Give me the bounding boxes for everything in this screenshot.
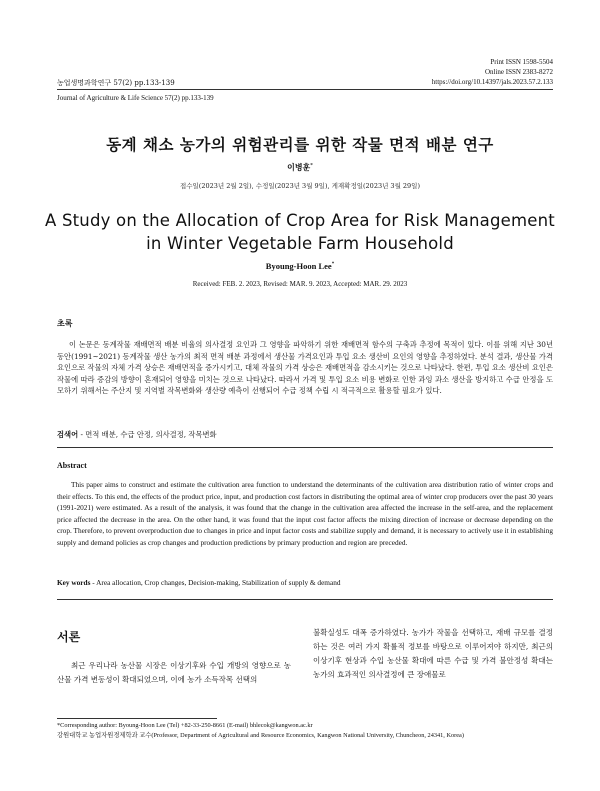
keywords-kr-list: - 면적 배분, 수급 안정, 의사결정, 작목변화: [78, 430, 217, 439]
author-name-kr: 이병훈: [287, 162, 311, 172]
online-issn: Online ISSN 2383-8272: [484, 67, 553, 76]
header-rule: [57, 89, 553, 90]
footnote-rule: [57, 718, 217, 719]
section-rule-lower: [57, 599, 553, 600]
doi-link[interactable]: https://doi.org/10.14397/jals.2023.57.2.133: [431, 78, 553, 86]
abstract-kr-body: 이 논문은 동계작물 재배면적 배분 비율의 의사결정 요인과 그 영향을 파악하기 위한 재배면적 함수의 구축과 추정에 목적이 있다. 이를 위해 지난 30년 동안(1991~2021) 동계작물 생산 농가의 최적 면적 배분 과정에서 생산물 가격요인과 투입 요소 생산비 요인의 영향을 추정하였다. 분석 결과, 생산물 가격요인으로 작물의 자체 가격 상승은 재배면적을 증가시키고, 대체 작물의 가격 상승은 재배면적을 감소시키는 것으로 나타났다. 한편, 투입 요소 생산비 요인은 작물에 따라 증감의 방향이 혼재되어 영향을 미치는 것으로 나타났다. 따라서 가격 및 투입 요소 비용 변화로 인한 과잉 과소 생산을 방지하고 수급 안정을 도모하기 위해서는 주산지 및 지역별 작목변화와 생산량 예측이 선행되어 수급 정책 수립 시 적극적으로 활용할 필요가 있다.: [57, 340, 553, 396]
author-kr: [0, 162, 600, 173]
keywords-kr-label: 검색어: [57, 430, 79, 439]
footnote: [57, 721, 553, 741]
issn-block: [485, 58, 553, 77]
paper-title-kr: 동계 채소 농가의 위험관리를 위한 작물 면적 배분 연구: [106, 135, 494, 154]
keywords-en: [57, 578, 341, 587]
affiliation-note: 강원대학교 농업자원경제학과 교수(Professor, Department of Agricultural and Resource Economics, Kangwon National University, Chuncheon, 24341, Korea): [57, 732, 464, 739]
corresponding-author-note: *Corresponding author: Byoung-Hoon Lee (Tel) +82-33-250-8661 (E-mail) bhlecok@kangwon.ac.kr: [57, 722, 313, 729]
keywords-en-list: - Area allocation, Crop changes, Decision-making, Stabilization of supply & demand: [90, 578, 341, 587]
author-mark: *: [310, 162, 313, 169]
abstract-en-body: This paper aims to construct and estimate the cultivation area function to understand the determinants of the cultivation area distribution ratio of winter crops and their effects. To this end, the effects of the product price, input, and production cost factors in distributing the optimal area of winter crop producers over the past 30 years (1991-2021) were estimated. As a result of the analysis, it was found that the change in the cultivation area affected the increase in the self-area, and the replacement price affected the decrease in the area. On the other hand, it was found that the input cost factor affects the mixing direction of increase or decrease depending on the crop. Therefore, to prevent overproduction due to changes in price and input factor costs and stabilize supply and demand, it is necessary to actively use it in establishing supply and demand policies as crop changes and production predictions by primary production and region are preceded.: [57, 480, 553, 547]
intro-heading: 서론: [57, 630, 81, 644]
keywords-kr: [57, 430, 217, 440]
section-rule: [57, 447, 553, 448]
paper-title-en: A Study on the Allocation of Crop Area for Risk Management in Winter Vegetable Farm Household: [45, 211, 555, 253]
author-en: [0, 261, 600, 271]
keywords-en-label: Key words: [57, 578, 91, 587]
author-mark-en: *: [331, 262, 335, 268]
journal-name-en: Journal of Agriculture & Life Science 57(2) pp.133-139: [57, 94, 214, 102]
intro-left-column: 최근 우리나라 농산물 시장은 이상기후와 수입 개방의 영향으로 농산물 가격 변동성이 확대되었으며, 이에 농가 소득작목 선택의: [57, 661, 291, 684]
intro-right-column: 불확실성도 대폭 증가하였다. 농가가 작물을 선택하고, 재배 규모를 결정하는 것은 여러 가지 확률적 정보를 바탕으로 이루어져야 하지만, 최근의 이상기후 현상과 수입 농산물 확대에 따른 수급 및 가격 불안정성 확대는 농가의 효과적인 의사결정에 큰 장애물로: [313, 628, 553, 679]
dates-en: Received: FEB. 2. 2023, Revised: MAR. 9. 2023, Accepted: MAR. 29. 2023: [192, 280, 408, 288]
abstract-en-heading: Abstract: [57, 461, 87, 470]
author-name-en: Byoung-Hoon Lee: [265, 261, 332, 271]
abstract-kr-heading: 초록: [57, 318, 73, 328]
dates-kr: 접수일(2023년 2월 2일), 수정일(2023년 3월 9일), 게재확정일(2023년 3월 29일): [179, 182, 421, 190]
print-issn: Print ISSN 1598-5504: [490, 58, 553, 66]
journal-name-kr: 농업생명과학연구 57(2) pp.133-139: [57, 79, 175, 87]
